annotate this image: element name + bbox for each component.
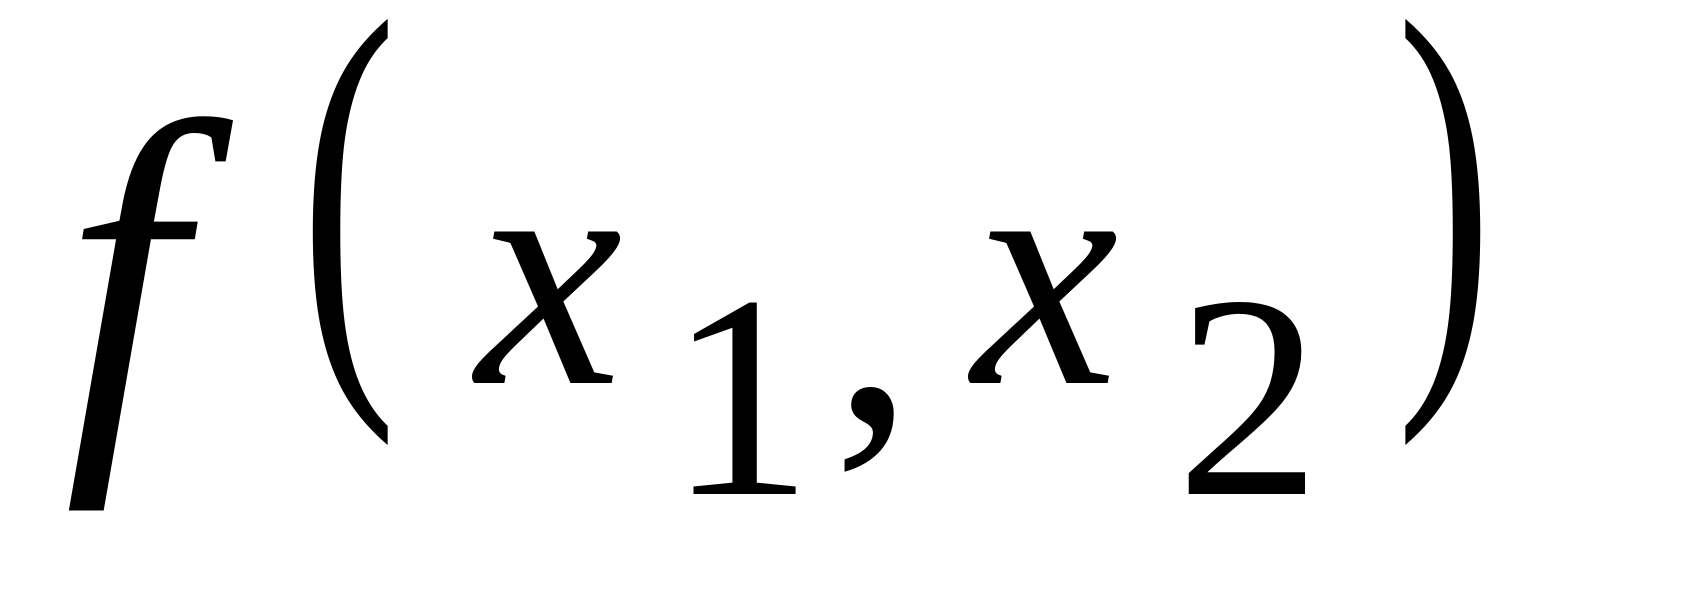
subscript-2: 2 bbox=[1176, 236, 1321, 557]
close-parenthesis: ) bbox=[1396, 0, 1494, 447]
variable-x2: x bbox=[972, 90, 1119, 455]
function-symbol: f bbox=[64, 37, 184, 513]
variable-x1: x bbox=[476, 90, 623, 455]
comma-separator: , bbox=[832, 128, 915, 493]
open-parenthesis: ( bbox=[300, 0, 398, 447]
subscript-1: 1 bbox=[668, 236, 813, 557]
